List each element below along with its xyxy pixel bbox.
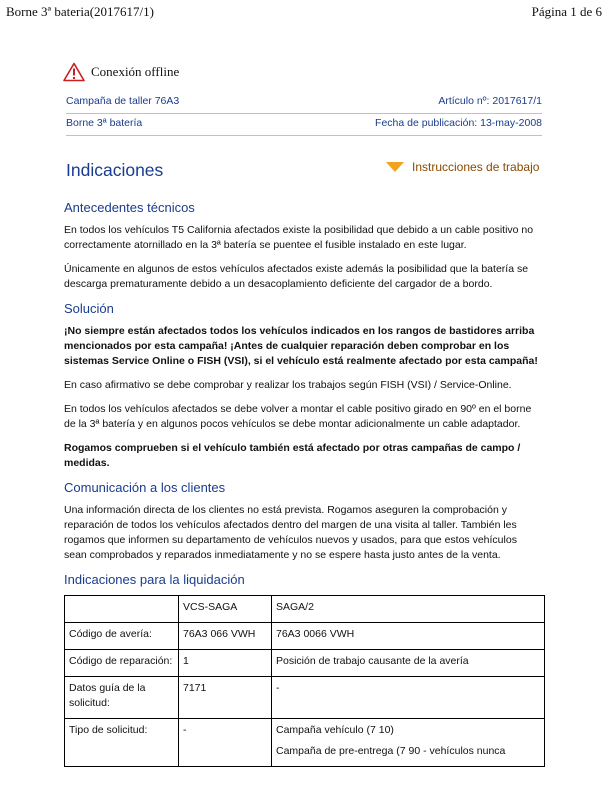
publication-info <box>375 117 542 129</box>
table-cell <box>272 719 545 767</box>
meta-row-campaign <box>66 95 542 114</box>
section-heading-comunicacion: Comunicación a los clientes <box>64 480 226 495</box>
section-heading-antecedentes: Antecedentes técnicos <box>64 200 195 215</box>
paragraph-warning: ¡No siempre están afectados todos los vehículos indicados en los rangos de bastidores arriba mencionados por esta campaña! ¡Antes de cualquier reparación deben comprobar en los sistemas Service Online o FISH (VSI), si el vehículo está realmente afectado por esta campaña! <box>64 325 538 367</box>
campaign-name: Campaña de taller 76A3 <box>66 95 180 107</box>
page-title: Indicaciones <box>66 160 164 180</box>
pub-date: 13-may-2008 <box>480 117 542 129</box>
page-header-title: Borne 3ª bateria(2017617/1) <box>6 4 154 19</box>
table-cell: 76A3 0066 VWH <box>272 623 545 650</box>
triangle-down-icon <box>386 162 404 172</box>
pub-label: Fecha de publicación: <box>375 117 478 129</box>
table-row <box>65 719 545 767</box>
page-header-pagination: Página 1 de 6 <box>531 4 602 19</box>
table-cell: 1 <box>179 650 272 677</box>
table-row <box>65 677 545 719</box>
instructions-label: Instrucciones de trabajo <box>412 160 540 174</box>
table-cell: - <box>179 719 272 767</box>
table-cell: 7171 <box>179 677 272 719</box>
table-header-row <box>65 596 545 623</box>
table-cell: Código de reparación: <box>65 650 179 677</box>
table-cell: Tipo de solicitud: <box>65 719 179 767</box>
cell-line: Campaña vehículo (7 10) <box>276 724 394 736</box>
article-info <box>438 95 542 107</box>
table-header-cell <box>65 596 179 623</box>
article-number: 2017617/1 <box>492 95 542 107</box>
paragraph: En todos los vehículos T5 California afectados existe la posibilidad que debido a un cable positivo no correctamente atornillado en la 3ª batería se puentee el fusible instalado en este lugar. <box>64 224 534 251</box>
article-label: Artículo nº: <box>438 95 490 107</box>
table-header-cell: VCS-SAGA <box>179 596 272 623</box>
warning-icon <box>63 62 85 82</box>
table-cell: Código de avería: <box>65 623 179 650</box>
table-cell: - <box>272 677 545 719</box>
offline-label: Conexión offline <box>91 64 180 79</box>
table-cell: Posición de trabajo causante de la avería <box>272 650 545 677</box>
table-header-cell: SAGA/2 <box>272 596 545 623</box>
section-heading-solucion: Solución <box>64 301 114 316</box>
paragraph: Una información directa de los clientes no está prevista. Rogamos aseguren la comprobación y reparación de todos los vehículos afectados dentro del margen de una visita al taller. También les rogamos que informen su departamento de vehículos nuevos y usados, para que estos vehículos sean comprobados y reparados inmediatamente y no se espere hasta justo antes de la venta. <box>64 504 517 561</box>
table-row <box>65 623 545 650</box>
paragraph: Únicamente en algunos de estos vehículos afectados existe además la posibilidad que la batería se descarga prematuramente debido a un desacoplamiento deficiente del cargador de a bordo. <box>64 263 529 290</box>
meta-row-subject <box>66 117 542 136</box>
paragraph: En caso afirmativo se debe comprobar y realizar los trabajos según FISH (VSI) / Service-Online. <box>64 379 512 391</box>
table-cell: Datos guía de la solicitud: <box>65 677 179 719</box>
cell-line: Campaña de pre-entrega (7 90 - vehículos nunca <box>276 745 506 757</box>
instructions-link[interactable] <box>386 160 539 174</box>
offline-indicator <box>63 62 179 82</box>
document-body <box>64 200 542 767</box>
billing-table <box>64 595 545 767</box>
paragraph: En todos los vehículos afectados se debe volver a montar el cable positivo girado en 90º en el borne de la 3ª batería y en algunos pocos vehículos se debe montar adicionalmente un cable adaptador. <box>64 403 532 430</box>
table-row <box>65 650 545 677</box>
paragraph-note: Rogamos comprueben si el vehículo también está afectado por otras campañas de campo / medidas. <box>64 442 521 469</box>
subject: Borne 3ª batería <box>66 117 143 129</box>
table-cell: 76A3 066 VWH <box>179 623 272 650</box>
section-heading-liquidacion: Indicaciones para la liquidación <box>64 572 245 587</box>
